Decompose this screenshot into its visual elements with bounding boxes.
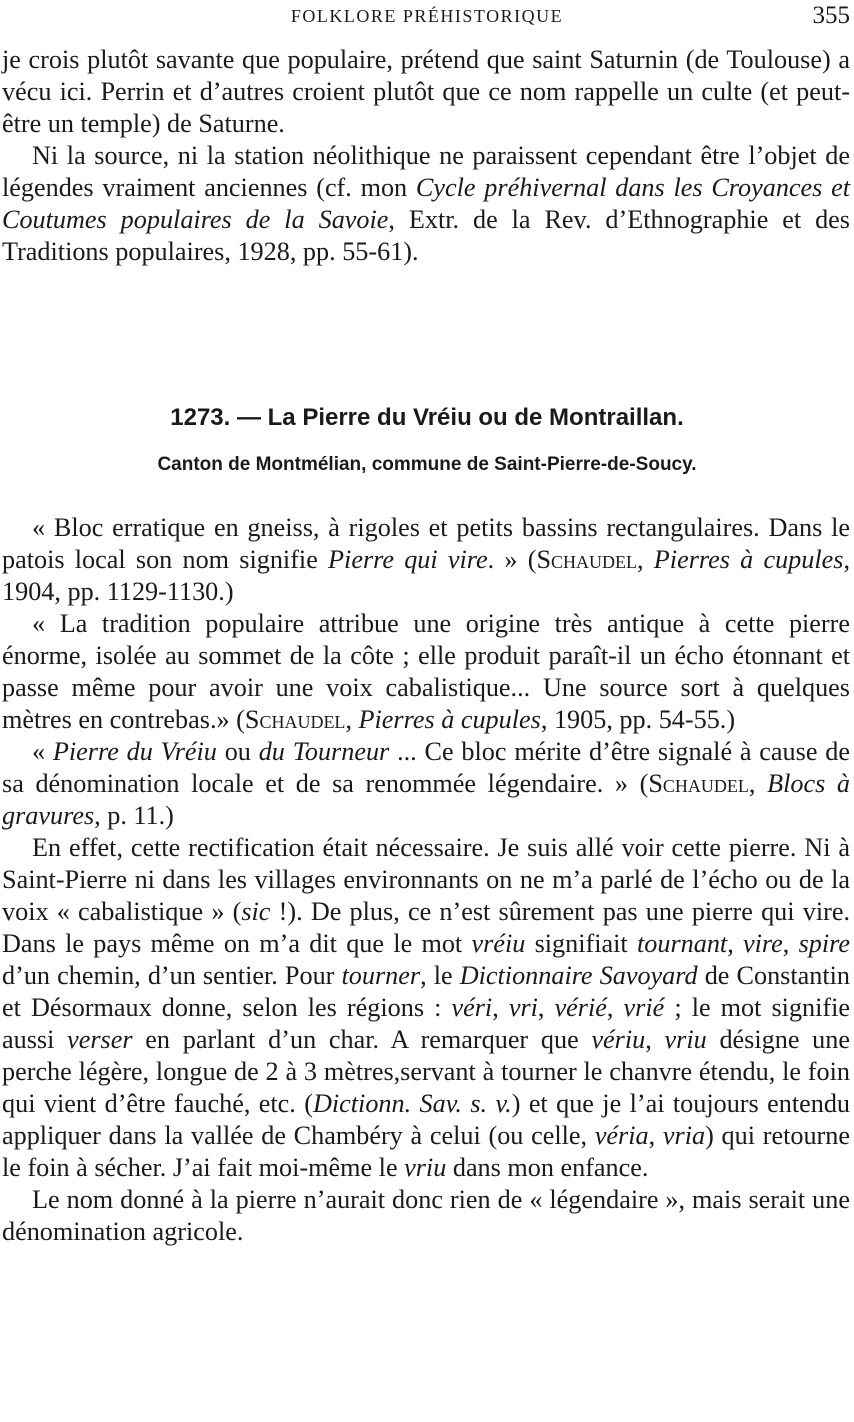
text-run: , 1905, pp. 54-55.) xyxy=(540,705,736,734)
paragraph-quote-1905 xyxy=(2,608,850,736)
text-run: . » ( xyxy=(487,545,537,574)
text-run: En effet, cette rectification était nécessaire. Je suis allé voir cette pierre. Ni à Saint-Pierre ni dans les villages environnants on ne m’a parlé de l’écho ou de la voix « cabalistique » ( xyxy=(2,833,850,926)
italic-run: vérié xyxy=(554,993,607,1022)
text-run: !). De plus, ce n’est sûrement pas une pierre qui vire. Dans le pays même on m’a dit que le mot xyxy=(2,897,850,958)
italic-run: sic xyxy=(241,897,271,926)
italic-run: Dictionn. Sav. s. v. xyxy=(312,1089,512,1118)
paragraph-rectification xyxy=(2,832,850,1184)
text-run: Ni la source, ni la station néolithique ne paraissent cependant être l’objet de légendes vraiment anciennes (cf. mon xyxy=(2,141,850,202)
section-title: 1273. — La Pierre du Vréiu ou de Montraillan. xyxy=(170,404,684,431)
text-run: d’un chemin, d’un sentier. Pour xyxy=(2,961,342,990)
paragraph-quote-1904 xyxy=(2,512,850,608)
italic-run: Pierre du Vréiu xyxy=(52,737,217,766)
text-run: , p. 11.) xyxy=(94,801,174,830)
italic-run: Blocs à gravures xyxy=(2,769,850,830)
italic-run: Pierres à cupules xyxy=(653,545,844,574)
text-run: « La tradition populaire attribue une origine très antique à cette pierre énorme, isolée au sommet de la côte ; elle produit paraît-il un écho étonnant et passe même pour avoir une voix cabalistique... Une source sort à quelques mètres en contrebas.» ( xyxy=(2,609,850,734)
text-run: ; le mot signifie aussi xyxy=(2,993,851,1054)
running-header xyxy=(0,2,854,32)
text-run: , xyxy=(782,929,799,958)
italic-run: véria xyxy=(594,1121,649,1150)
text-run: désigne une perche légère, longue de 2 à 3 mètres,servant à tourner le chanvre étendu, le foin qui vient d’être fauché, etc. ( xyxy=(2,1025,850,1118)
text-run: , Extr. de la Rev. d’Ethnographie et des Traditions populaires, 1928, pp. 55-61). xyxy=(2,205,850,266)
text-run: je crois plutôt savante que populaire, prétend que saint Saturnin (de Toulouse) a vécu ici. Perrin et d’autres croient plutôt que ce nom rappelle un culte (et peut-être un temple) de Saturne. xyxy=(2,45,850,138)
italic-run: vériu xyxy=(591,1025,646,1054)
text-run: , xyxy=(648,1121,663,1150)
text-run: , xyxy=(537,993,555,1022)
text-run: , xyxy=(345,705,359,734)
text-run: , xyxy=(492,993,509,1022)
text-run: ... Ce bloc mérite d’être signalé à cause de sa dénomination locale et de sa renommée légendaire. » ( xyxy=(2,737,850,798)
italic-run: tourner xyxy=(341,961,421,990)
text-run: en parlant d’un char. A remarquer que xyxy=(132,1025,592,1054)
text-run: , le xyxy=(420,961,460,990)
author-name: Schaudel xyxy=(536,545,638,574)
text-run: signifiait xyxy=(525,929,637,958)
text-run: , xyxy=(727,929,744,958)
italic-run: verser xyxy=(67,1025,133,1054)
italic-run: vrié xyxy=(623,993,665,1022)
text-run: , xyxy=(606,993,624,1022)
italic-run: du Tourneur xyxy=(258,737,390,766)
paragraph-source-neolithique xyxy=(2,140,850,268)
main-text xyxy=(2,512,850,1248)
italic-run: Pierre qui vire xyxy=(328,545,488,574)
italic-run: tournant xyxy=(636,929,728,958)
text-run: ) qui retourne le foin à sécher. J’ai fait moi-même le xyxy=(2,1121,850,1182)
text-run: , xyxy=(748,769,768,798)
paragraph-conclusion xyxy=(2,1184,850,1248)
paragraph-saturnin xyxy=(2,44,850,140)
intro-text xyxy=(2,44,850,268)
text-run: , xyxy=(645,1025,665,1054)
section-subtitle: Canton de Montmélian, commune de Saint-Pierre-de-Soucy. xyxy=(157,454,697,475)
italic-run: véri xyxy=(451,993,493,1022)
italic-run: vire xyxy=(743,929,783,958)
italic-run: vri xyxy=(508,993,538,1022)
italic-run: vréiu xyxy=(471,929,526,958)
text-run: de Constantin et Désormaux donne, selon les régions : xyxy=(2,961,850,1022)
author-name: Schaudel xyxy=(244,705,346,734)
text-run: « xyxy=(32,737,53,766)
italic-run: Pierres à cupules xyxy=(358,705,541,734)
text-run: ) et que je l’ai toujours entendu appliquer dans la vallée de Chambéry à celui (ou celle, xyxy=(2,1089,851,1150)
italic-run: vriu xyxy=(664,1025,707,1054)
italic-run: vriu xyxy=(404,1153,447,1182)
running-title: FOLKLORE PRÉHISTORIQUE xyxy=(290,6,564,26)
text-run: , 1904, pp. 1129-1130.) xyxy=(2,545,850,606)
italic-run: Cycle préhivernal dans les Croyances et Coutumes populaires de la Savoie xyxy=(2,173,851,234)
text-run: , xyxy=(637,545,654,574)
text-run: « Bloc erratique en gneiss, à rigoles et petits bassins rectangulaires. Dans le patois local son nom signifie xyxy=(2,513,850,574)
author-name: Schaudel xyxy=(648,769,749,798)
italic-run: spire xyxy=(798,929,851,958)
italic-run: Dictionnaire Savoyard xyxy=(459,961,698,990)
italic-run: vria xyxy=(662,1121,706,1150)
text-run: dans mon enfance. xyxy=(446,1153,649,1182)
page-number: 355 xyxy=(812,2,850,29)
text-run: ou xyxy=(216,737,259,766)
text-run: Le nom donné à la pierre n’aurait donc rien de « légendaire », mais serait une dénomination agricole. xyxy=(2,1185,850,1246)
paragraph-quote-blocs xyxy=(2,736,850,832)
